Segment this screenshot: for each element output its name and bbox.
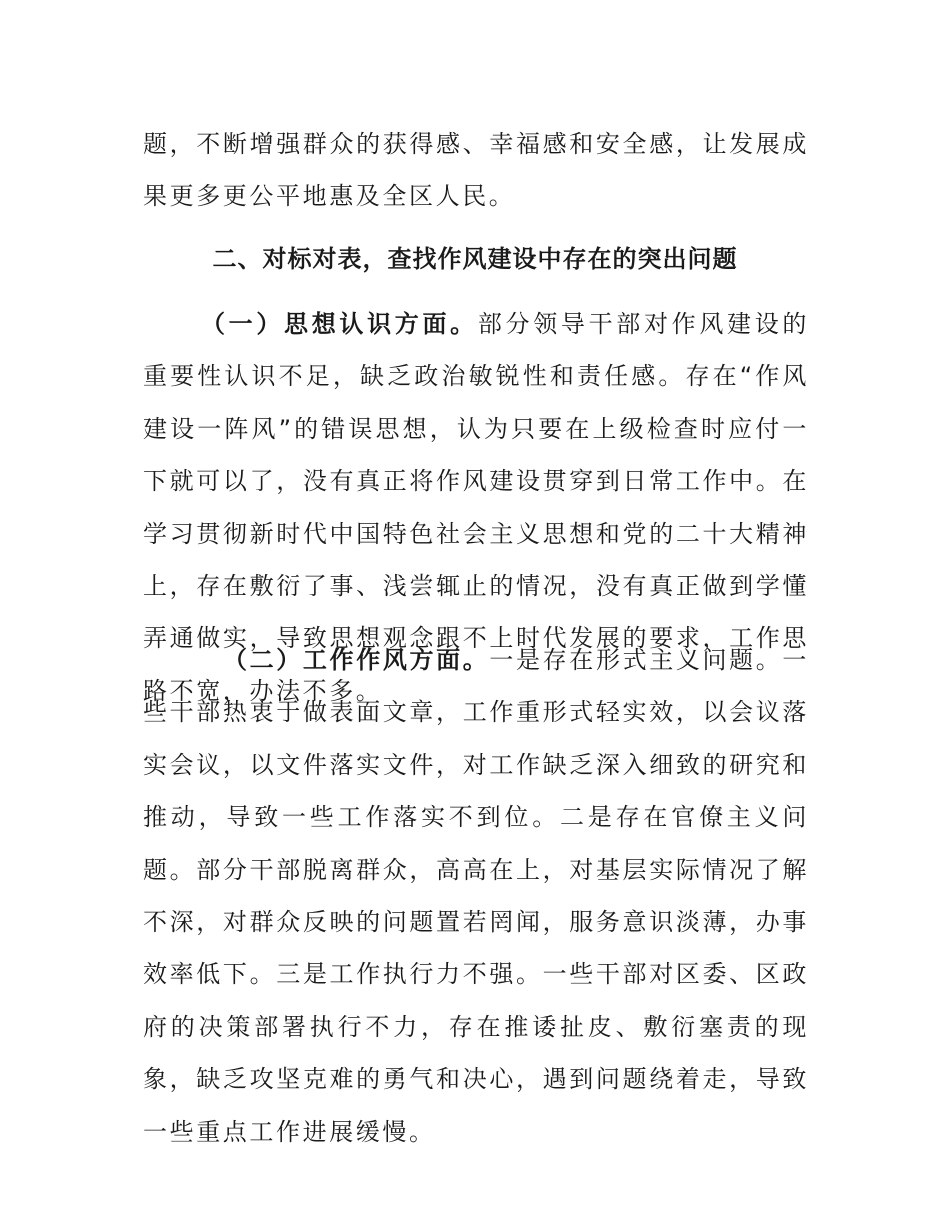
paragraph-text: 一是存在形式主义问题。一些干部热衷于做表面文章，工作重形式轻实效，以会议落实会议，以文件落实文件，对工作缺乏深入细致的研究和推动，导致一些工作落实不到位。二是存在官僚主义问题。部分干部脱离群众，高高在上，对基层实际情况了解不深，对群众反映的问题置若罔闻，服务意识淡薄，办事效率低下。三是工作执行力不强。一些干部对区委、区政府的决策部署执行不力，存在推诿扯皮、敷衍塞责的现象，缺乏攻坚克难的勇气和决心，遇到问题绕着走，导致一些重点工作进展缓慢。 [143, 646, 810, 1146]
section-heading: 二、对标对表，查找作风建设中存在的突出问题 [212, 245, 738, 273]
paragraph-work-style [143, 634, 809, 1158]
continuation-paragraph: 题，不断增强群众的获得感、幸福感和安全感，让发展成果更多更公平地惠及全区人民。 [143, 130, 809, 211]
paragraph-lead: （二）工作作风方面。 [223, 646, 490, 674]
paragraph-lead: （一）思想认识方面。 [201, 310, 478, 338]
paragraph-text: 部分领导干部对作风建设的重要性认识不足，缺乏政治敏锐性和责任感。存在“作风建设一阵风”的错误思想，认为只要在上级检查时应付一下就可以了，没有真正将作风建设贯穿到日常工作中。在学习贯彻新时代中国特色社会主义思想和党的二十大精神上，存在敷衍了事、浅尝辄止的情况，没有真正做到学懂弄通做实，导致思想观念跟不上时代发展的要求，工作思路不宽，办法不多。 [143, 310, 809, 705]
